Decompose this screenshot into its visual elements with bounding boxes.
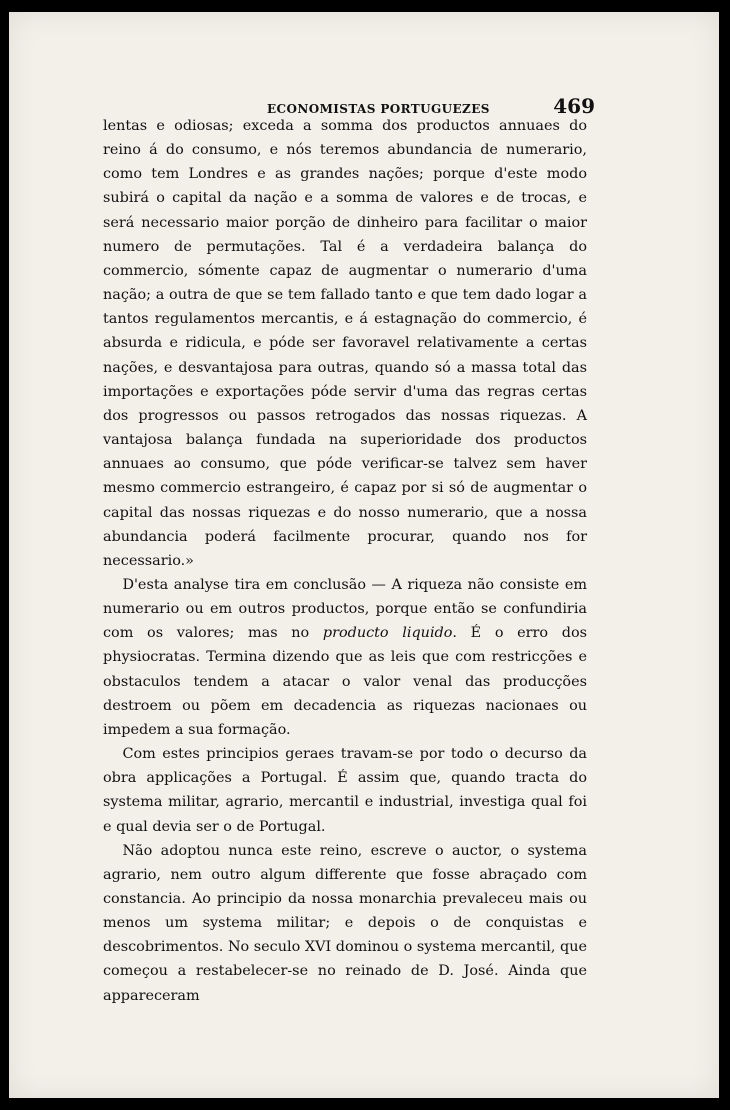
paragraph-conclusion xyxy=(103,573,587,742)
paragraph-systems: Não adoptou nunca este reino, escreve o auctor, o systema agrario, nem outro algum differente que fosse abraçado com constancia. Ao principio da nossa monarchia prevaleceu mais ou menos um systema militar; e depois o de conquistas e descobrimentos. No seculo XVI dominou o systema mercantil, que começou a restabelecer-se no reinado de D. José. Ainda que appareceram xyxy=(103,842,587,1004)
italic-term: producto liquido xyxy=(322,625,453,642)
body-text xyxy=(103,114,587,1008)
paragraph-applications: Com estes principios geraes travam-se por todo o decurso da obra applicações a Portugal. É assim que, quando tracta do systema militar, agrario, mercantil e industrial, investiga qual foi e qual devia ser o de Portugal. xyxy=(103,746,587,835)
running-title: ECONOMISTAS PORTUGUEZES xyxy=(267,102,490,116)
paragraph-conclusion-text-before: D'esta analyse tira em conclusão — A riqueza não consiste em numerario ou em outros productos, porque então se confundiria com os valores; mas no xyxy=(103,576,587,642)
page-number: 469 xyxy=(553,94,595,118)
paragraph-conclusion-text-after: . É o erro dos physiocratas. Termina dizendo que as leis que com restricções e obstaculos tendem a atacar o valor venal das producções destroem ou põem em decadencia as riquezas nacionaes ou impedem a sua formação. xyxy=(103,625,587,738)
paragraph-continuation: lentas e odiosas; exceda a somma dos productos annuaes do reino á do consumo, e nós teremos abundancia de numerario, como tem Londres e as grandes nações; porque d'este modo subirá o capital da nação e a somma de valores e de trocas, e será necessario maior porção de dinheiro para facilitar o maior numero de permutações. Tal é a verdadeira balança do commercio, sómente capaz de augmentar o numerario d'uma nação; a outra de que se tem fallado tanto e que tem dado logar a tantos regulamentos mercantis, e á estagnação do commercio, é absurda e ridicula, e póde ser favoravel relativamente a certas nações, e desvantajosa para outras, quando só a massa total das importações e exportações póde servir d'uma das regras certas dos progressos ou passos retrogados das nossas riquezas. A vantajosa balança fundada na superioridade dos productos annuaes ao consumo, que póde verificar-se talvez sem haver mesmo commercio estrangeiro, é capaz por si só de augmentar o capital das nossas riquezas e do nosso numerario, que a nossa abundancia poderá facilmente procurar, quando nos for necessario.» xyxy=(103,118,587,569)
